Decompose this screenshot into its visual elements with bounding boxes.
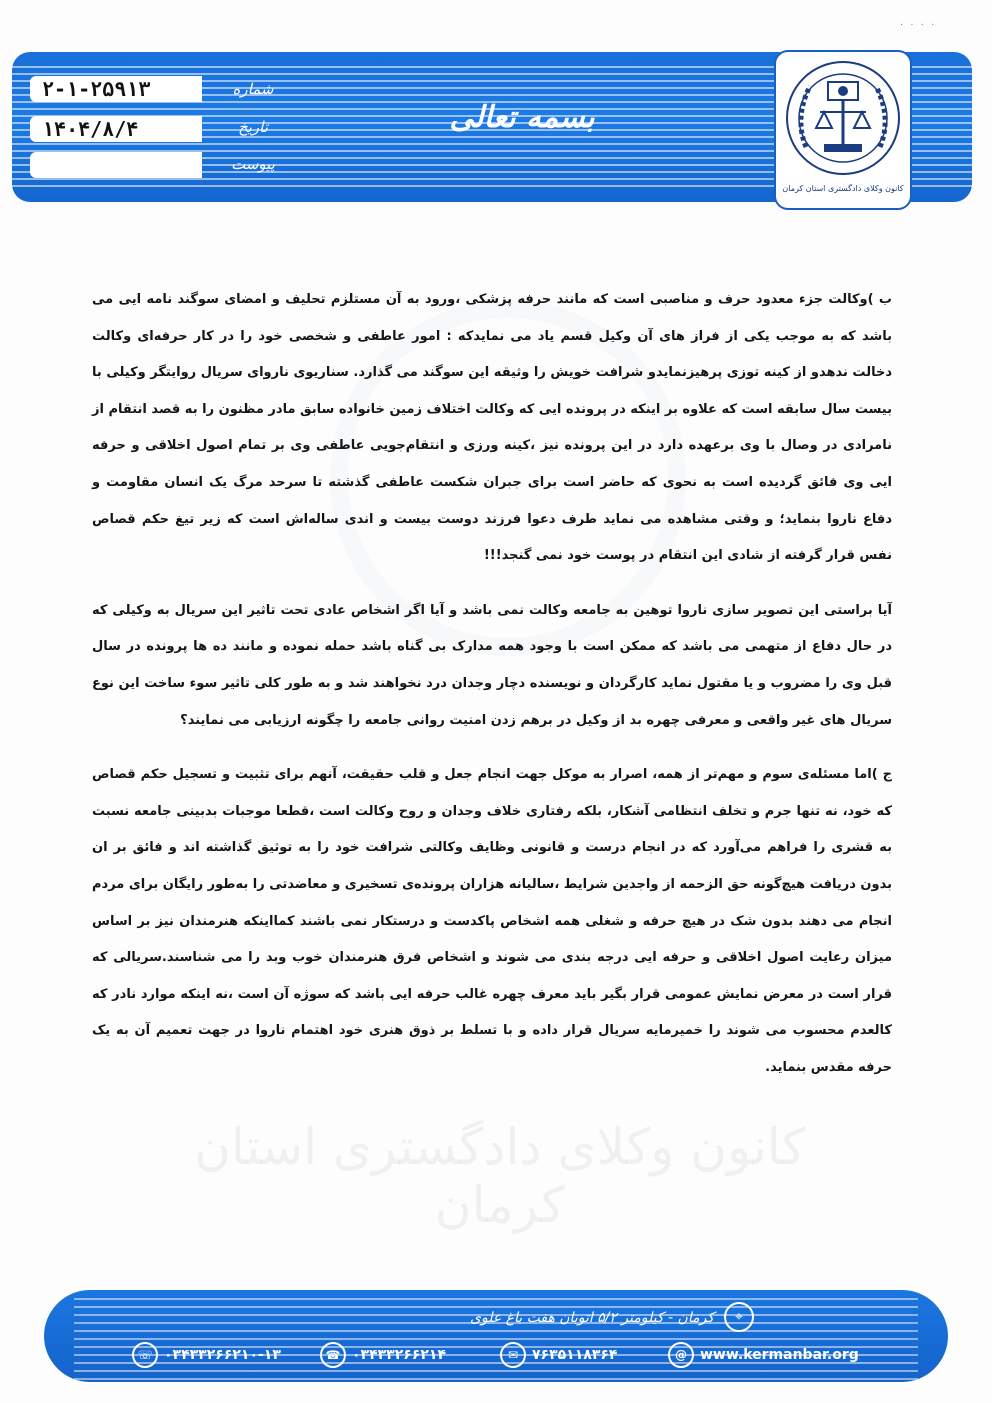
attachment-label: پیوست [231, 155, 275, 173]
email-icon: @ [668, 1342, 694, 1368]
bar-association-emblem [774, 50, 912, 210]
number-label: شماره [232, 80, 274, 98]
address-text: کرمان - کیلومتر ۵/۲ اتوبان هفت باغ علوی [470, 1310, 714, 1326]
postal-icon: ✉ [500, 1342, 526, 1368]
date-label: تاریخ [238, 118, 268, 136]
date-value: ۱۴۰۴/۸/۴ [42, 117, 139, 141]
website-contact[interactable] [668, 1342, 859, 1368]
fax-icon: ☏ [132, 1342, 158, 1368]
phone-contact [320, 1342, 446, 1368]
letter-body [92, 282, 892, 1104]
postal-contact [500, 1342, 617, 1368]
corner-mark: · · · · [900, 20, 937, 31]
paragraph-c: ج )اما مسئله‌ی سوم و مهم‌تر از همه، اصرار به موکل جهت انجام جعل و قلب حقیقت، آنهم برای تثبیت و تسجیل حکم قصاص که خود، نه تنها جرم و تخلف انتظامی آشکار، بلکه رفتاری خلاف وجدان و روح وکالت است ،قطعا موجبات بدبینی جامعه نسبت به قشری را فراهم می‌آورد که در انجام درست و قانونی وظایف وکالتی شرافت خود را به توثیق گذاشته اند و فائق بر ان بدون دریافت هیچ‌گونه حق الزحمه از واجدین شرایط ،سالیانه هزاران پرونده‌ی تسخیری و معاضدتی را به‌طور رایگان برای مردم انجام می دهند بدون شک در هیچ حرفه و شغلی همه اشخاص پاکدست و درستکار نمی باشند کمااینکه هنرمندان نیز بر اساس میزان رعایت اصول اخلاقی و حرفه ایی درجه بندی می شوند و اشخاص فرق هنرمندان خوب وبد را می شناسند.سریالی که قرار است در معرض نمایش عمومی قرار بگیر باید معرف چهره غالب حرفه ایی باشد که سوژه آن است ،نه اینکه موارد نادر که کالعدم محسوب می شوند را خمیرمایه سریال قرار داده و با تسلط بر ذوق هنری خود اهتمام ناروا در جهت تعمیم آن به یک حرفه مقدس بنماید. [92, 767, 892, 1075]
watermark-text: کانون وکلای دادگستری استان کرمان [194, 1118, 806, 1234]
letterhead-footer [44, 1290, 948, 1382]
phone-number: ۰۳۴۳۳۲۶۶۲۱۴ [352, 1347, 446, 1363]
emblem-caption: کانون وکلای دادگستری استان کرمان [782, 184, 904, 193]
paragraph-b: ب )وکالت جزء معدود حرف و مناصبی است که مانند حرفه پزشکی ،ورود به آن مستلزم تحلیف و امضای سوگند نامه ایی می باشد که به موجب یکی از فراز های آن وکیل قسم یاد می نمایدکه : امور عاطفی و شخصی خود را در کار حرفه‌ای وکالت دخالت ندهدو از کینه توزی پرهیزنمایدو شرافت خویش را وثیقه این سوگند می گذارد. سناریوی ناروای سریال روایتگر وکیلی با بیست سال سابقه است که علاوه بر اینکه در پرونده ایی که وکالت اختلاف زمین خانواده سابق مادر مظنون را به قصد انتقام از نامرادی در وصال با وی برعهده دارد در این پرونده نیز ،کینه ورزی و انتقام‌جویی عاطفی وی بر تمام اصول اخلاقی و حرفه ایی وی فائق گردیده است به نحوی که حاضر است برای جبران شکست عاطفی گذشته تا سرحد مرگ یک انسان مقاومت و دفاع ناروا بنماید؛ و وقتی مشاهده می نماید طرف دعوا فرزند دوست بیست و اندی ساله‌اش است که زیر تیغ حکم قصاص نفس قرار گرفته از شادی این انتقام در پوست خود نمی گنجد!!! [92, 292, 892, 564]
postal-code: ۷۶۳۵۱۱۸۳۶۴ [532, 1347, 618, 1363]
location-icon: ⌖ [724, 1302, 754, 1332]
phone-icon: ☎ [320, 1342, 346, 1368]
basmala-heading: بسمه تعالی [449, 100, 595, 135]
scales-of-justice-icon [776, 52, 910, 186]
fax-contact [132, 1342, 281, 1368]
paragraph-question: آیا براستی این تصویر سازی ناروا توهین به جامعه وکالت نمی باشد و آیا اگر اشخاص عادی تحت تاثیر این سریال به وکیلی که در حال دفاع از متهمی می باشد که ممکن است با وجود همه مدارک بی گناه باشد حمله نموده و مانند ده ها پرونده در سال قبل وی را مضروب و یا مقتول نماید کارگردان و نویسنده دچار وجدان درد نخواهند شد و به طور کلی تاثیر سوء ساخت این نوع سریال های غیر واقعی و معرفی چهره بد از وکیل در برهم زدن امنیت روانی جامعه را چگونه ارزیابی می نمایند؟ [92, 602, 892, 728]
number-value: ۲-۱-۲۵۹۱۳ [42, 77, 151, 101]
fax-number: ۰۳۴۳۳۲۶۶۲۱۰-۱۳ [164, 1347, 281, 1363]
attachment-value [42, 152, 192, 178]
website-link[interactable]: www.kermanbar.org [700, 1347, 859, 1363]
